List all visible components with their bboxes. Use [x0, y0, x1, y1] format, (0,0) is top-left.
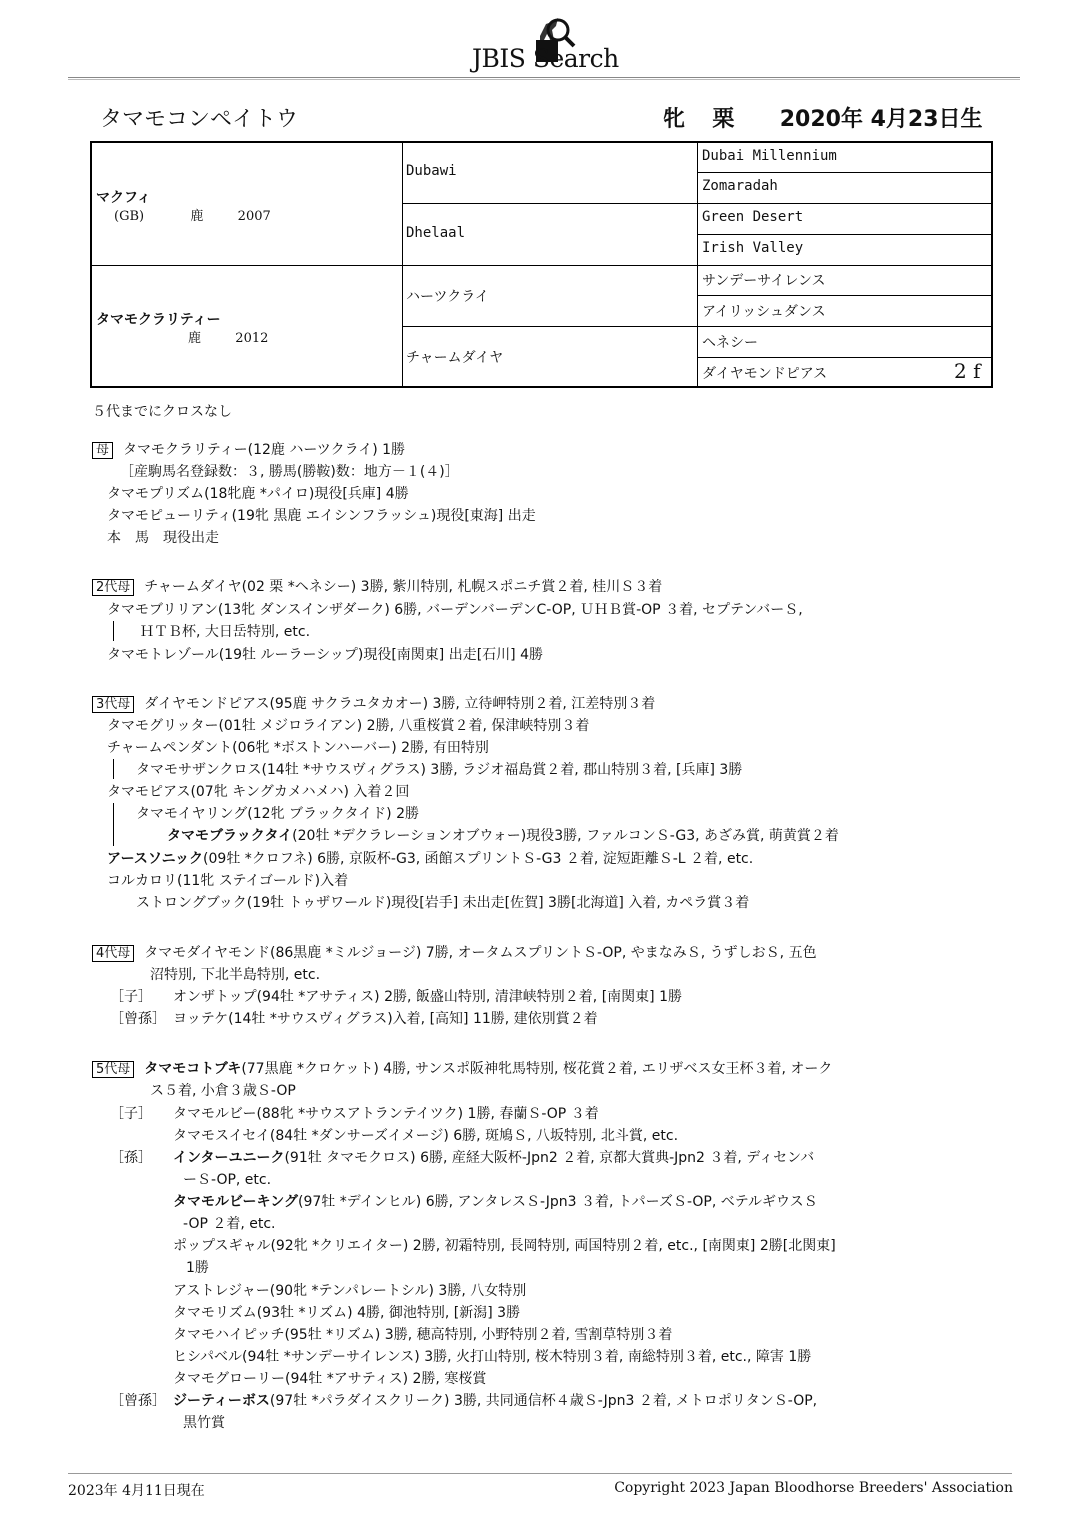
- gen4-line-3-kin: ［子］: [110, 989, 152, 1005]
- gen5-line-15: タマモグローリー(94牡 *アサティス) 2勝, 寒桜賞: [173, 1371, 487, 1387]
- gen5-line-13: タマモハイピッチ(95牡 *リズム) 3勝, 穂高特別, 小野特別２着, 雪割草特別３着: [173, 1327, 673, 1343]
- mother-line-3: タマモプリズム(18牝鹿 *パイロ)現役[兵庫] 4勝: [107, 486, 409, 502]
- gen3-line-9: コルカロリ(11牝 ステイゴールド)入着: [107, 873, 349, 889]
- notable-horse-record: (09牡 *クロフネ) 6勝, 京阪杯-G3, 函館スプリントＳ-G3 ２着, 淀短距離Ｓ-L ２着, etc.: [203, 851, 754, 867]
- sire-year: 2007: [237, 209, 271, 224]
- gen3-4: Irish Valley: [702, 240, 804, 256]
- horse-info: [663, 102, 983, 133]
- gen3-7: ヘネシー: [702, 335, 758, 351]
- footer-copyright: Copyright 2023 Japan Bloodhorse Breeders' Association: [614, 1480, 1013, 1496]
- gen5-line-9: ポップスギャル(92牝 *クリエイター) 2勝, 初霜特別, 長岡特別, 両国特別２着, etc., [南関東] 2勝[北関東]: [173, 1238, 836, 1254]
- gen2-dam-dam: チャームダイヤ: [406, 350, 504, 366]
- mother-line-2: ［産駒馬名登録数：３, 勝馬(勝鞍)数：地方－１(４)］: [120, 464, 459, 480]
- dam-name: タマモクラリティー: [96, 312, 221, 328]
- notable-horse-name: ジーティーボス: [173, 1393, 270, 1409]
- gen5-line-8: -OP ２着, etc.: [183, 1216, 276, 1232]
- horse-color: 栗: [712, 107, 735, 132]
- mother-line-4: タマモピューリティ(19牝 黒鹿 エイシンフラッシュ)現役[東海] 出走: [107, 508, 536, 524]
- header-divider: [68, 77, 1020, 80]
- gen3-line-10: ストロングブック(19牡 トゥザワールド)現役[岩手] 未出走[佐賀] 3勝[北海道] 入着, カペラ賞３着: [136, 895, 750, 911]
- gen4-line-3: オンザトップ(94牡 *アサティス) 2勝, 飯盛山特別, 清津峡特別２着, [南関東] 1勝: [173, 989, 682, 1005]
- section-label-gen2: 2代母: [92, 579, 134, 596]
- notable-horse-record: (97牡 *パラダイスクリーク) 3勝, 共同通信杯４歳Ｓ-Jpn3 ２着, メトロポリタンＳ-OP,: [269, 1393, 818, 1409]
- gen2-dam-sire: ハーツクライ: [406, 289, 489, 305]
- gen4-line-4-kin: ［曾孫］: [110, 1011, 166, 1027]
- section-label-gen5: 5代母: [92, 1061, 134, 1078]
- gen3-line-3: チャームペンダント(06牝 *ボストンハーバー) 2勝, 有田特別: [107, 740, 489, 756]
- gen2-entry: チャームダイヤ(02 栗 *ヘネシー) 3勝, 紫川特別, 札幌スポニチ賞２着, 桂川Ｓ３着: [144, 579, 663, 595]
- notable-horse-name: タマモルビーキング: [173, 1194, 299, 1210]
- gen5-line-7: [173, 1193, 818, 1211]
- gen3-line-2: タマモグリッター(01牡 メジロライアン) 2勝, 八重桜賞２着, 保津峡特別３着: [107, 718, 590, 734]
- family-number: 2 f: [954, 359, 981, 383]
- jbis-logo: [470, 14, 640, 76]
- notable-horse-name: タマモブラックタイ: [167, 828, 293, 844]
- section-label-gen4: 4代母: [92, 945, 134, 962]
- notable-horse-record: (20牡 *デクラレーションオブウォー)現役3勝, ファルコンＳ-G3, あざみ賞, 萌黄賞２着: [292, 828, 839, 844]
- gen4-line-4: ヨッテケ(14牡 *サウスヴィグラス)入着, [高知] 11勝, 建依別賞２着: [173, 1011, 598, 1027]
- horse-sex: 牝: [663, 107, 686, 132]
- tree-bar: [113, 621, 114, 641]
- gen5-line-6: ーＳ-OP, etc.: [183, 1172, 272, 1188]
- dam-color: 鹿: [188, 331, 202, 346]
- gen5-line-3: タマモルビー(88牝 *サウスアトランテイツク) 1勝, 春蘭Ｓ-OP ３着: [173, 1106, 599, 1122]
- gen3-line-5: タマモピアス(07牝 キングカメハメハ) 入着２回: [107, 784, 410, 800]
- gen3-line-1: [92, 695, 655, 713]
- gen2-line-1: [92, 578, 662, 596]
- gen3-6: アイリッシュダンス: [702, 304, 826, 320]
- gen3-3: Green Desert: [702, 209, 804, 225]
- gen5-entry: (77黒鹿 *クロケット) 4勝, サンスポ阪神牝馬特別, 桜花賞２着, エリザベス女王杯３着, オーク: [241, 1061, 833, 1077]
- gen3-1: Dubai Millennium: [702, 148, 837, 164]
- gen5-line-10: 1勝: [186, 1260, 209, 1276]
- gen2-line-2: タマモブリリアン(13牝 ダンスインザダーク) 6勝, バーデンバーデンC-OP, ＵＨＢ賞-OP ３着, セプテンバーＳ,: [107, 602, 803, 618]
- gen4-line-1: [92, 944, 817, 962]
- notable-horse-record: (97牡 *デインヒル) 6勝, アンタレスＳ-Jpn3 ３着, トパーズＳ-OP, ベテルギウスＳ: [298, 1194, 818, 1210]
- gen2-line-4: タマモトレゾール(19牡 ルーラーシップ)現役[南関東] 出走[石川] 4勝: [107, 647, 544, 663]
- gen5-line-17: 黒竹賞: [183, 1415, 225, 1431]
- horse-birth: 2020年 4月23日生: [779, 107, 983, 132]
- notable-horse-name: アースソニック: [107, 851, 204, 867]
- sire-details: [114, 205, 271, 224]
- dam-details: [188, 327, 268, 346]
- gen3-line-7: [167, 827, 839, 845]
- cross-note: ５代までにクロスなし: [92, 404, 232, 420]
- gen5-line-3-kin: ［子］: [110, 1106, 152, 1122]
- section-label-gen3: 3代母: [92, 696, 134, 713]
- gen5-line-16: [173, 1392, 817, 1410]
- gen3-5: サンデーサイレンス: [702, 273, 826, 289]
- sire-name: マクフィ: [96, 190, 151, 206]
- sire-color: 鹿: [190, 209, 204, 224]
- footer-divider: [68, 1473, 1012, 1474]
- gen5-line-11: アストレジャー(90牝 *テンパレートシル) 3勝, 八女特別: [173, 1283, 527, 1299]
- gen3-line-6: タマモイヤリング(12牝 ブラックタイド) 2勝: [136, 806, 420, 822]
- mother-line-1: [92, 441, 405, 459]
- gen3-2: Zomaradah: [702, 178, 778, 194]
- pedigree-table: [90, 141, 993, 388]
- gen2-sire-sire: Dubawi: [406, 163, 457, 179]
- gen5-line-1: [92, 1060, 832, 1078]
- tree-bar: [113, 803, 114, 846]
- mother-line-5: 本 馬 現役出走: [107, 530, 219, 546]
- gen5-line-5-kin: ［孫］: [110, 1150, 152, 1166]
- section-label-mother: 母: [92, 442, 113, 459]
- gen5-line-2: ス５着, 小倉３歳Ｓ-OP: [150, 1083, 296, 1099]
- gen2-sire-dam: Dhelaal: [406, 225, 466, 241]
- gen4-entry: タマモダイヤモンド(86黒鹿 *ミルジョージ) 7勝, オータムスプリントＳ-OP, やまなみＳ, うずしおＳ, 五色: [144, 945, 817, 961]
- gen5-line-5: [173, 1149, 814, 1167]
- tree-bar: [113, 759, 114, 779]
- footer-date: 2023年 4月11日現在: [68, 1483, 205, 1499]
- gen3-line-4: タマモサザンクロス(14牡 *サウスヴィグラス) 3勝, ラジオ福島賞２着, 郡山特別３着, [兵庫] 3勝: [136, 762, 743, 778]
- logo-text: JBIS Search: [472, 44, 619, 73]
- gen3-entry: ダイヤモンドピアス(95鹿 サクラユタカオー) 3勝, 立待岬特別２着, 江差特別３着: [144, 696, 656, 712]
- notable-horse-name: タマモコトブキ: [144, 1061, 242, 1077]
- gen5-line-14: ヒシパベル(94牡 *サンデーサイレンス) 3勝, 火打山特別, 桜木特別３着, 南総特別３着, etc., 障害 1勝: [173, 1349, 812, 1365]
- gen3-line-8: [107, 850, 753, 868]
- gen5-line-16-kin: ［曾孫］: [110, 1393, 166, 1409]
- gen2-line-3: ＨＴＢ杯, 大日岳特別, etc.: [140, 624, 311, 640]
- gen4-line-2: 沼特別, 下北半島特別, etc.: [150, 967, 321, 983]
- notable-horse-name: インターユニーク: [173, 1150, 285, 1166]
- sire-origin: (GB): [114, 209, 145, 224]
- gen5-line-4: タマモスイセイ(84牡 *ダンサーズイメージ) 6勝, 斑鳩Ｓ, 八坂特別, 北斗賞, etc.: [173, 1128, 679, 1144]
- notable-horse-record: (91牡 タマモクロス) 6勝, 産経大阪杯-Jpn2 ２着, 京都大賞典-Jpn2 ３着, ディセンバ: [284, 1150, 815, 1166]
- gen5-line-12: タマモリズム(93牡 *リズム) 4勝, 御池特別, [新潟] 3勝: [173, 1305, 521, 1321]
- horse-name: タマモコンペイトウ: [100, 107, 299, 132]
- mother-entry: タマモクラリティー(12鹿 ハーツクライ) 1勝: [123, 442, 406, 458]
- dam-year: 2012: [235, 331, 269, 346]
- gen3-8: ダイヤモンドピアス: [702, 366, 828, 382]
